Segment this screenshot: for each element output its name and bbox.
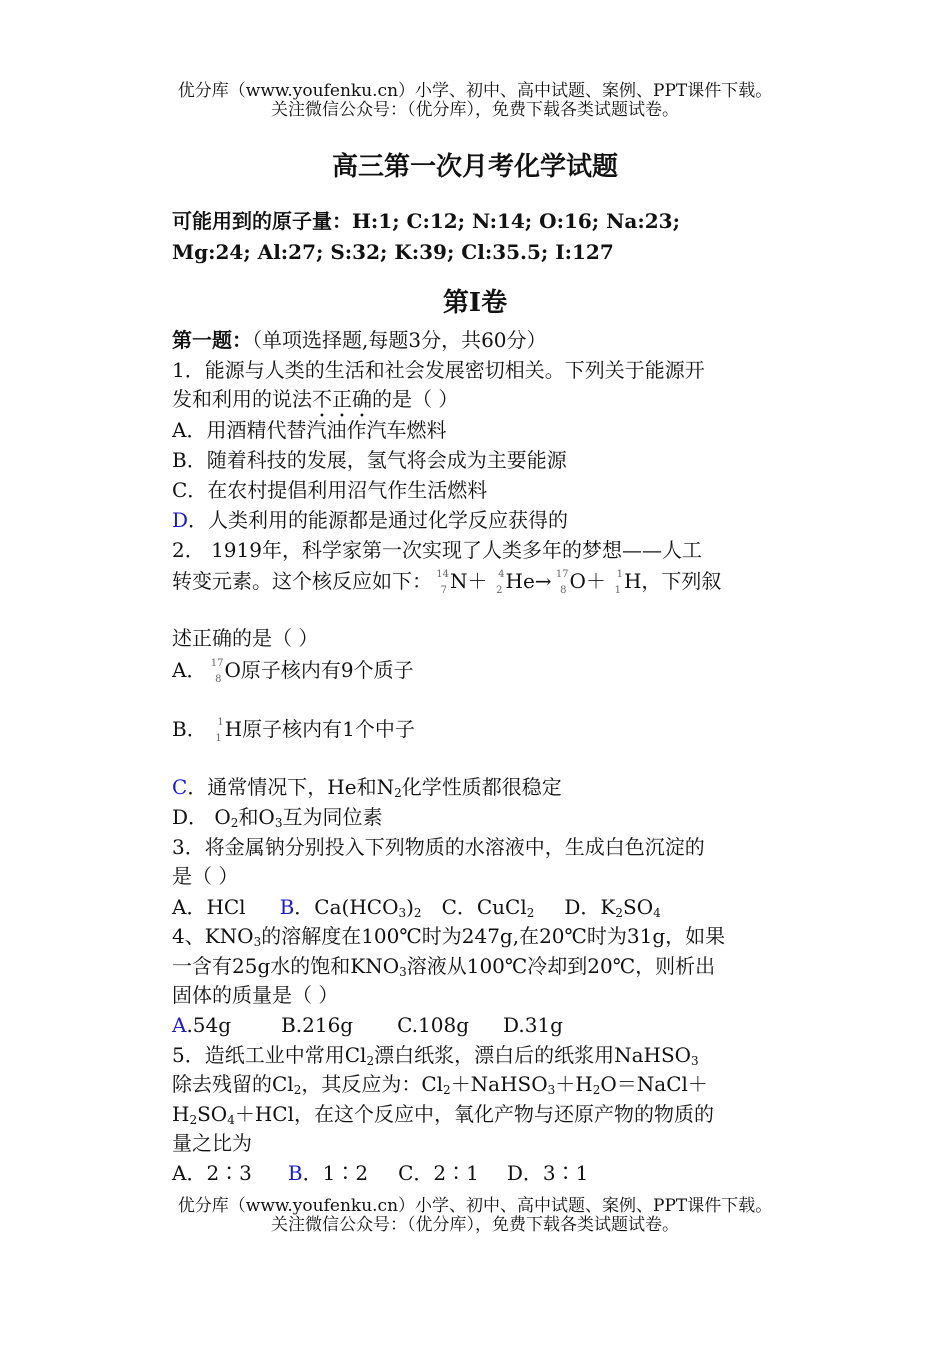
isotope-o17: 17 8 bbox=[555, 569, 569, 596]
q3-option-b: B．$Ca(HCO_3)_2$ bbox=[279, 895, 422, 920]
q2-stem-line-1: 2． 1919年，科学家第一次实现了人类多年的梦想——人工 bbox=[172, 538, 702, 562]
header-line-2: 关注微信公众号：（优分库），免费下载各类试题试卷。 bbox=[271, 100, 679, 120]
q5-option-c: C．2∶1 bbox=[398, 1161, 479, 1185]
q3-stem-line-1: 3．将金属钠分别投入下列物质的水溶液中，生成白色沉淀的 bbox=[172, 835, 705, 859]
section-label: 第一题： bbox=[172, 328, 252, 352]
q4-stem-line-3: 固体的质量是（ ） bbox=[172, 983, 339, 1007]
q1-option-a: A．用酒精代替汽油作汽车燃料 bbox=[172, 418, 447, 442]
q5-answer-letter: B bbox=[287, 1161, 303, 1185]
q1-emphasis: 不正确 bbox=[312, 387, 372, 411]
q2-option-d: D． $O_2$和$O_3$互为同位素 bbox=[172, 805, 383, 830]
q2-option-c: C．通常情况下，He和$N_2$化学性质都很稳定 bbox=[172, 775, 562, 800]
q5-option-a: A．2∶3 bbox=[172, 1161, 252, 1185]
q4-stem-line-2: 一含有25g水的饱和$KNO_3$溶液从100℃冷却到20℃，则析出 bbox=[172, 954, 716, 979]
q3-option-c: C．CuCl$_2$ bbox=[441, 895, 535, 920]
q3-stem-line-2: 是（ ） bbox=[172, 864, 239, 888]
q2-reaction-line: 转变元素。这个核反应如下： 14 7 N＋ 4 2 He→ 17 8 O＋ 1 1 H，下列叙 bbox=[172, 569, 722, 596]
section-heading bbox=[172, 327, 547, 353]
q4-stem-line-1: 4、$KNO_3$的溶解度在100℃时为247g,在20℃时为31g，如果 bbox=[172, 924, 726, 949]
footer-line-1: 优分库（www.youfenku.cn）小学、初中、高中试题、案例、PPT课件下载。 bbox=[177, 1196, 773, 1216]
q1-option-c: C．在农村提倡利用沼气作生活燃料 bbox=[172, 478, 488, 502]
q1-option-d bbox=[172, 507, 568, 533]
atomic-mass-values-1: H:1; C:12; N:14; O:16; Na:23; bbox=[352, 209, 680, 233]
q5-option-d: D．3∶1 bbox=[506, 1161, 589, 1185]
q5-option-b: B．1∶2 bbox=[287, 1161, 369, 1185]
q1-option-b: B．随着科技的发展，氢气将会成为主要能源 bbox=[172, 448, 567, 472]
page-title: 高三第一次月考化学试题 bbox=[331, 152, 618, 182]
q4-option-b: B.216g bbox=[281, 1013, 354, 1037]
q1-option-d-text: ．人类利用的能源都是通过化学反应获得的 bbox=[188, 508, 569, 532]
q5-options bbox=[172, 1160, 588, 1186]
q4-option-a: A.54g bbox=[172, 1013, 232, 1037]
q4-options bbox=[172, 1012, 563, 1038]
q4-answer-letter: A bbox=[172, 1013, 187, 1037]
section-desc: （单项选择题,每题3分，共60分） bbox=[252, 328, 547, 352]
q3-option-a: A．HCl bbox=[172, 895, 246, 919]
isotope-o17: 17 8 bbox=[210, 658, 224, 685]
q3-answer-letter: B bbox=[279, 895, 295, 919]
atomic-mass-line-2: Mg:24; Al:27; S:32; K:39; Cl:35.5; I:127 bbox=[172, 240, 614, 264]
q2-stem-line-3: 述正确的是（ ） bbox=[172, 626, 319, 650]
q5-stem-line-2: 除去残留的$Cl_2$，其反应为：$Cl_2+NaHSO_3+H_2O=NaCl+$ bbox=[172, 1072, 708, 1097]
q1-stem-blank: 的是（ ） bbox=[372, 387, 459, 411]
isotope-he4: 4 2 bbox=[496, 569, 505, 596]
q2-answer-letter: C bbox=[172, 775, 188, 799]
q5-stem-line-4: 量之比为 bbox=[172, 1131, 252, 1155]
q1-stem-line-1: 1．能源与人类的生活和社会发展密切相关。下列关于能源开 bbox=[172, 358, 705, 382]
q4-option-d: D.31g bbox=[503, 1013, 563, 1037]
volume-title: 第I卷 bbox=[442, 288, 508, 318]
q3-option-d: D．$K_2SO_4$ bbox=[564, 895, 661, 920]
atomic-mass-line-1 bbox=[172, 208, 680, 234]
q2-stem-text: 转变元素。这个核反应如下： bbox=[172, 569, 432, 593]
q2-option-b: B． 1 1 H原子核内有1个中子 bbox=[172, 717, 415, 744]
watermark-header bbox=[170, 82, 780, 120]
watermark-footer bbox=[170, 1197, 780, 1235]
q5-stem-line-3: $H_2SO_4+HCl$，在这个反应中，氧化产物与还原产物的物质的 bbox=[172, 1102, 714, 1127]
q5-stem-line-1: 5．造纸工业中常用$Cl_2$漂白纸浆，漂白后的纸浆用NaHSO$_3$ bbox=[172, 1043, 699, 1068]
q2-option-a: A． 17 8 O原子核内有9个质子 bbox=[172, 658, 414, 685]
footer-line-2: 关注微信公众号：（优分库），免费下载各类试题试卷。 bbox=[271, 1215, 679, 1235]
q4-option-c: C.108g bbox=[397, 1013, 470, 1037]
header-line-1: 优分库（www.youfenku.cn）小学、初中、高中试题、案例、PPT课件下载。 bbox=[177, 81, 773, 101]
isotope-n14: 14 7 bbox=[436, 569, 449, 596]
q1-stem-text: 发和利用的说法 bbox=[172, 387, 312, 411]
q1-answer-letter: D bbox=[172, 508, 189, 532]
atomic-mass-label: 可能用到的原子量： bbox=[172, 209, 352, 233]
isotope-h1: 1 1 bbox=[215, 717, 224, 744]
isotope-h1: 1 1 bbox=[614, 569, 623, 596]
q3-options bbox=[172, 894, 661, 920]
